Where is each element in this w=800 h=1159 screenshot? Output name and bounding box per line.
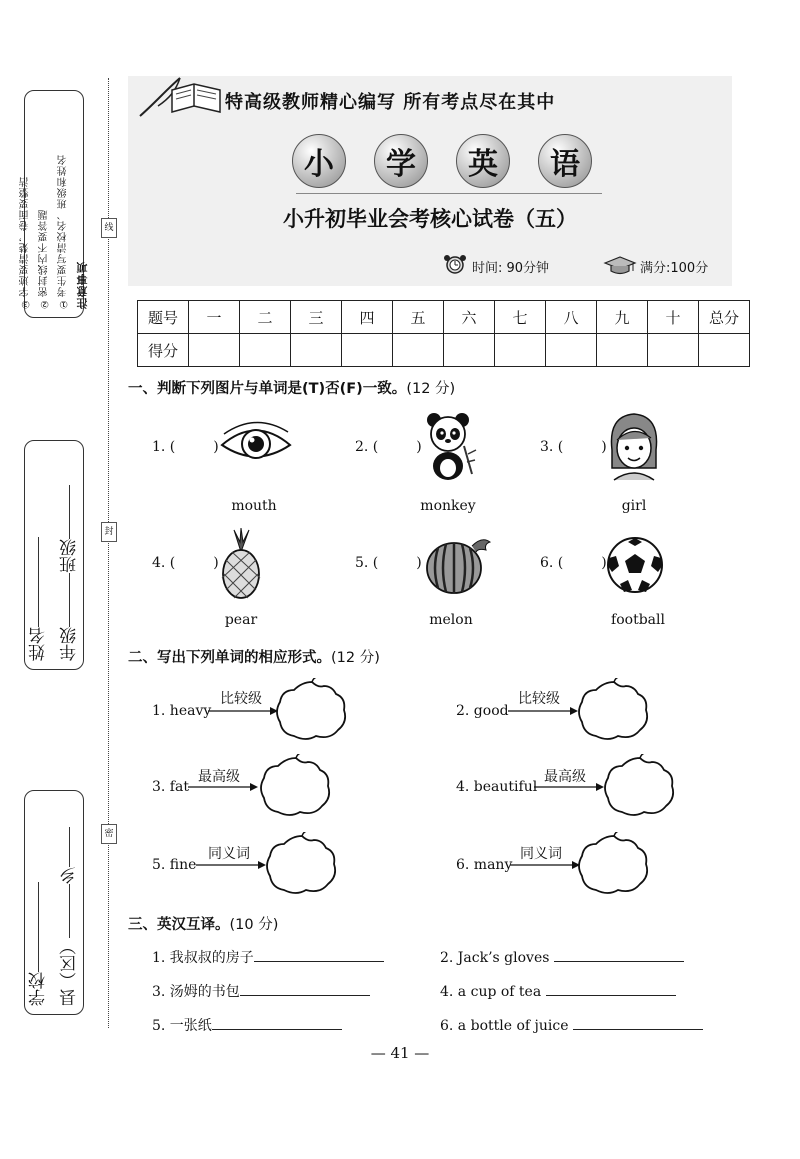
pineapple-icon: [216, 528, 266, 600]
caption-melon: melon: [429, 612, 473, 628]
exam-title: 小升初毕业会考核心试卷（五）: [283, 207, 577, 231]
county-town-field: [57, 799, 82, 1006]
answer-line[interactable]: [573, 1015, 703, 1030]
caption-mouth: mouth: [231, 498, 277, 514]
football-icon: [606, 536, 664, 594]
score-cell[interactable]: [495, 334, 546, 367]
translation-item: 4. a cup of tea: [440, 981, 676, 1000]
section1-points: (12 分): [406, 381, 456, 397]
section3-title: [128, 913, 278, 934]
form-label-comparative: 比较级: [220, 691, 262, 707]
score-cell[interactable]: [444, 334, 495, 367]
subject-char-4: 语: [538, 134, 592, 188]
q4-bracket[interactable]: 4. ( ): [152, 555, 219, 571]
graduation-cap-icon: [603, 254, 637, 276]
translation-item: 6. a bottle of juice: [440, 1015, 703, 1034]
score-table-score-row: [138, 334, 750, 367]
county-label: 县（区）: [60, 938, 80, 1006]
score-table-header-row: [138, 301, 750, 334]
section3-title-text: 三、英汉互译。: [128, 917, 230, 933]
clock-icon: [441, 255, 469, 275]
word-beautiful: 4. beautiful: [456, 779, 538, 795]
section1-title-text: 一、判断下列图片与单词是(T)否(F)一致。: [128, 381, 407, 397]
score-header-cell: 题号: [138, 301, 189, 334]
translation-item: 1. 我叔叔的房子: [152, 947, 384, 967]
class-info-box: [24, 440, 84, 670]
section1-title: [128, 377, 455, 398]
score-header-cell: 九: [597, 301, 648, 334]
girl-icon: [604, 410, 664, 482]
leaf-answer-box[interactable]: [272, 678, 350, 742]
school-info-box: [24, 790, 84, 1015]
score-cell[interactable]: [189, 334, 240, 367]
score-header-cell: 五: [393, 301, 444, 334]
answer-line[interactable]: [554, 947, 684, 962]
class-label: 班级: [60, 539, 80, 573]
score-cell[interactable]: [699, 334, 750, 367]
answer-line[interactable]: [212, 1015, 342, 1030]
name-field: [26, 449, 51, 661]
form-label-synonym: 同义词: [208, 846, 250, 862]
score-header-cell: 二: [240, 301, 291, 334]
score-header-cell: 八: [546, 301, 597, 334]
score-header-cell: 总分: [699, 301, 750, 334]
notice-item-2: ②密封线内不要答题: [38, 209, 50, 309]
leaf-answer-box[interactable]: [600, 754, 678, 818]
school-field: [26, 799, 51, 1006]
caption-girl: girl: [621, 498, 647, 514]
seal-mark-seal: 封: [101, 522, 117, 542]
arrow-icon: [534, 782, 604, 792]
score-header-cell: 六: [444, 301, 495, 334]
q5-bracket[interactable]: 5. ( ): [355, 555, 422, 571]
section2-title: [128, 646, 380, 667]
subject-char-1: 小: [292, 134, 346, 188]
score-cell[interactable]: [597, 334, 648, 367]
subject-title: [292, 134, 592, 188]
score-table: [137, 300, 750, 367]
subject-char-3: 英: [456, 134, 510, 188]
q1-bracket[interactable]: 1. ( ): [152, 439, 219, 455]
q6-bracket[interactable]: 6. ( ): [540, 555, 607, 571]
score-header-cell: 四: [342, 301, 393, 334]
full-score: 满分:100分: [640, 261, 709, 276]
panda-icon: [420, 410, 478, 484]
town-label: 乡: [60, 867, 80, 884]
score-row-label: 得分: [138, 334, 189, 367]
answer-line[interactable]: [254, 947, 384, 962]
notice-box: [19, 90, 89, 318]
arrow-icon: [188, 782, 258, 792]
leaf-answer-box[interactable]: [574, 678, 652, 742]
section2-title-text: 二、写出下列单词的相应形式。: [128, 650, 331, 666]
seal-mark-secret: 密: [101, 824, 117, 844]
word-heavy: 1. heavy: [152, 703, 212, 719]
score-cell[interactable]: [291, 334, 342, 367]
eye-icon: [218, 420, 294, 470]
slogan: 特高级教师精心编写 所有考点尽在其中: [225, 92, 556, 113]
caption-football: football: [611, 612, 665, 628]
notice-title: 注意事项: [75, 261, 89, 309]
exam-time: 时间: 90分钟: [472, 261, 550, 276]
word-fine: 5. fine: [152, 857, 197, 873]
arrow-icon: [510, 860, 580, 870]
word-fat: 3. fat: [152, 779, 189, 795]
grade-label: 年级: [60, 627, 80, 661]
score-cell[interactable]: [648, 334, 699, 367]
title-rule: [296, 193, 602, 194]
translation-item: 2. Jack’s gloves: [440, 947, 684, 966]
section3-points: (10 分): [229, 917, 279, 933]
form-label-synonym: 同义词: [520, 846, 562, 862]
score-cell[interactable]: [546, 334, 597, 367]
score-header-cell: 十: [648, 301, 699, 334]
answer-line[interactable]: [240, 981, 370, 996]
arrow-icon: [196, 860, 266, 870]
leaf-answer-box[interactable]: [256, 754, 334, 818]
score-header-cell: 三: [291, 301, 342, 334]
page-number: — 41 —: [370, 1044, 430, 1062]
word-many: 6. many: [456, 857, 513, 873]
school-label: 学校: [29, 972, 49, 1006]
notice-item-1: ①考生要写清校名、班级和姓名: [57, 154, 69, 309]
grade-class-field: [57, 449, 82, 661]
translation-item: 5. 一张纸: [152, 1015, 342, 1035]
score-cell[interactable]: [240, 334, 291, 367]
form-label-comparative: 比较级: [518, 691, 560, 707]
notice-item-3: ③字迹要清楚，卷面要整洁: [19, 176, 31, 309]
leaf-answer-box[interactable]: [574, 832, 652, 896]
caption-pear: pear: [224, 612, 258, 628]
score-cell[interactable]: [393, 334, 444, 367]
name-label: 姓名: [29, 627, 49, 661]
subject-char-2: 学: [374, 134, 428, 188]
section2-points: (12 分): [331, 650, 380, 666]
score-header-cell: 一: [189, 301, 240, 334]
form-label-superlative: 最高级: [544, 769, 586, 785]
book-quill-logo: [136, 72, 226, 122]
watermelon-icon: [424, 534, 494, 596]
arrow-icon: [508, 706, 578, 716]
q2-bracket[interactable]: 2. ( ): [355, 439, 422, 455]
score-cell[interactable]: [342, 334, 393, 367]
arrow-icon: [208, 706, 278, 716]
seal-mark-line: 线: [101, 218, 117, 238]
leaf-answer-box[interactable]: [262, 832, 340, 896]
word-good: 2. good: [456, 703, 509, 719]
score-header-cell: 七: [495, 301, 546, 334]
q3-bracket[interactable]: 3. ( ): [540, 439, 607, 455]
translation-item: 3. 汤姆的书包: [152, 981, 370, 1001]
answer-line[interactable]: [546, 981, 676, 996]
caption-monkey: monkey: [420, 498, 476, 514]
form-label-superlative: 最高级: [198, 769, 240, 785]
